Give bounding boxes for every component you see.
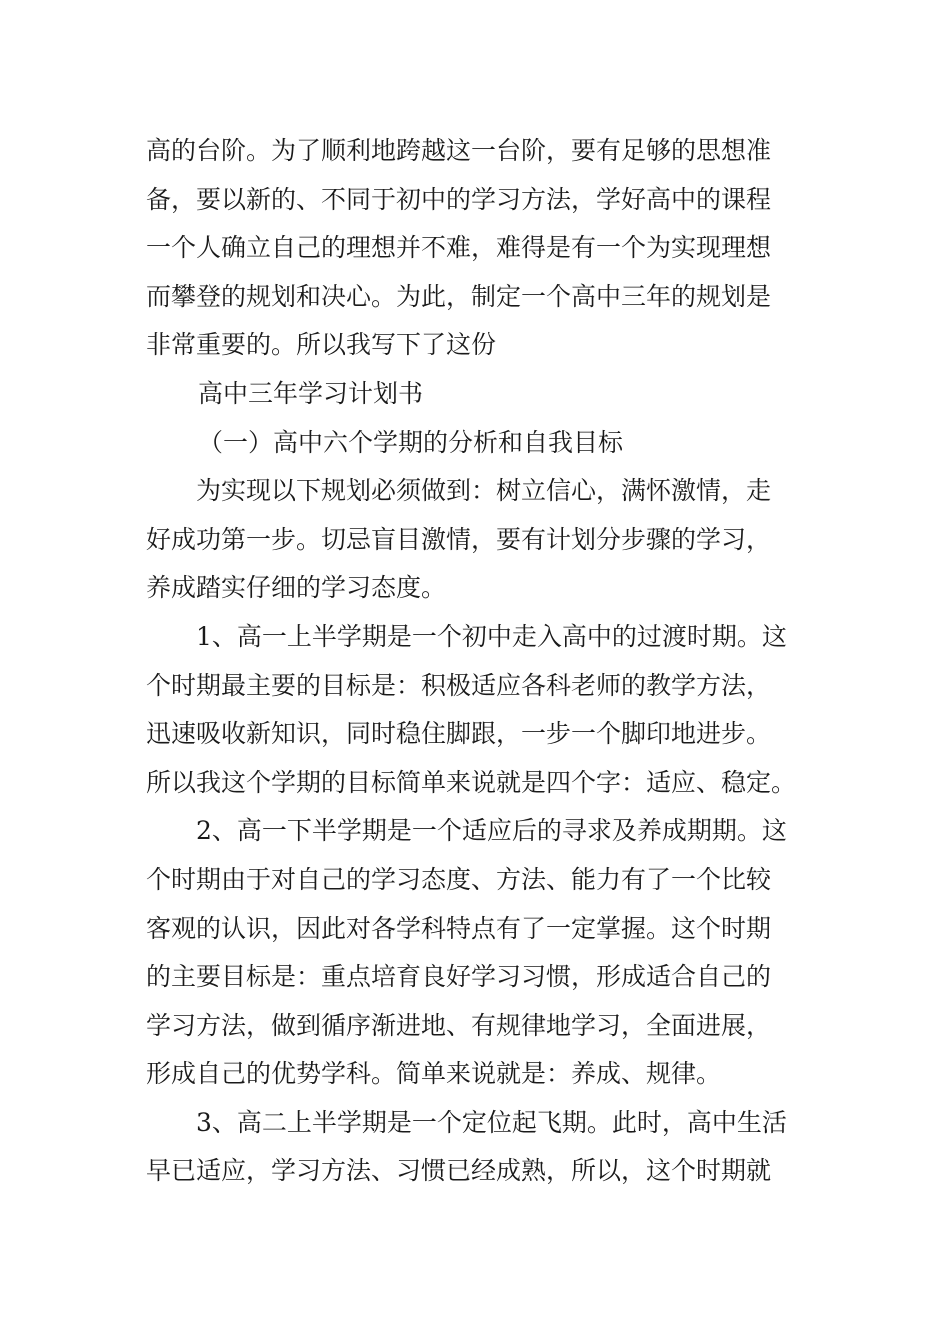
text-line: 形成自己的优势学科。简单来说就是：养成、规律。 bbox=[146, 1059, 722, 1089]
text-line: 学习方法，做到循序渐进地、有规律地学习，全面进展， bbox=[146, 1010, 772, 1040]
text-line: 一个人确立自己的理想并不难，难得是有一个为实现理想 bbox=[146, 233, 772, 263]
text-line: 迅速吸收新知识，同时稳住脚跟，一步一个脚印地进步。 bbox=[146, 719, 772, 749]
text-line: 3、高二上半学期是一个定位起飞期。此时，高中生活 bbox=[196, 1107, 787, 1137]
text-line: 的主要目标是：重点培育良好学习习惯，形成适合自己的 bbox=[146, 962, 772, 992]
text-line: 个时期由于对自己的学习态度、方法、能力有了一个比较 bbox=[146, 864, 772, 894]
section-heading: （一）高中六个学期的分析和自我目标 bbox=[198, 427, 624, 457]
text-line: 1、高一上半学期是一个初中走入高中的过渡时期。这 bbox=[196, 621, 787, 651]
text-line: 早已适应，学习方法、习惯已经成熟，所以，这个时期就 bbox=[146, 1156, 772, 1186]
text-line: 为实现以下规划必须做到：树立信心，满怀激情，走 bbox=[196, 476, 772, 506]
document-body bbox=[146, 127, 810, 1196]
text-line: 高的台阶。为了顺利地跨越这一台阶，要有足够的思想准 bbox=[146, 136, 772, 165]
text-line: 好成功第一步。切忌盲目激情，要有计划分步骤的学习， bbox=[146, 524, 772, 554]
text-line: 所以我这个学期的目标简单来说就是四个字：适应、稳定。 bbox=[146, 767, 797, 797]
text-line: 客观的认识，因此对各学科特点有了一定掌握。这个时期 bbox=[146, 913, 772, 943]
text-line: 养成踏实仔细的学习态度。 bbox=[146, 573, 447, 603]
text-line: 2、高一下半学期是一个适应后的寻求及养成期期。这 bbox=[196, 816, 787, 846]
text-line: 备，要以新的、不同于初中的学习方法，学好高中的课程 bbox=[146, 184, 772, 214]
text-line: 非常重要的。所以我写下了这份 bbox=[146, 330, 497, 360]
text-line: 个时期最主要的目标是：积极适应各科老师的教学方法， bbox=[146, 670, 772, 700]
document-heading: 高中三年学习计划书 bbox=[198, 378, 424, 408]
text-line: 而攀登的规划和决心。为此，制定一个高中三年的规划是 bbox=[146, 281, 772, 311]
